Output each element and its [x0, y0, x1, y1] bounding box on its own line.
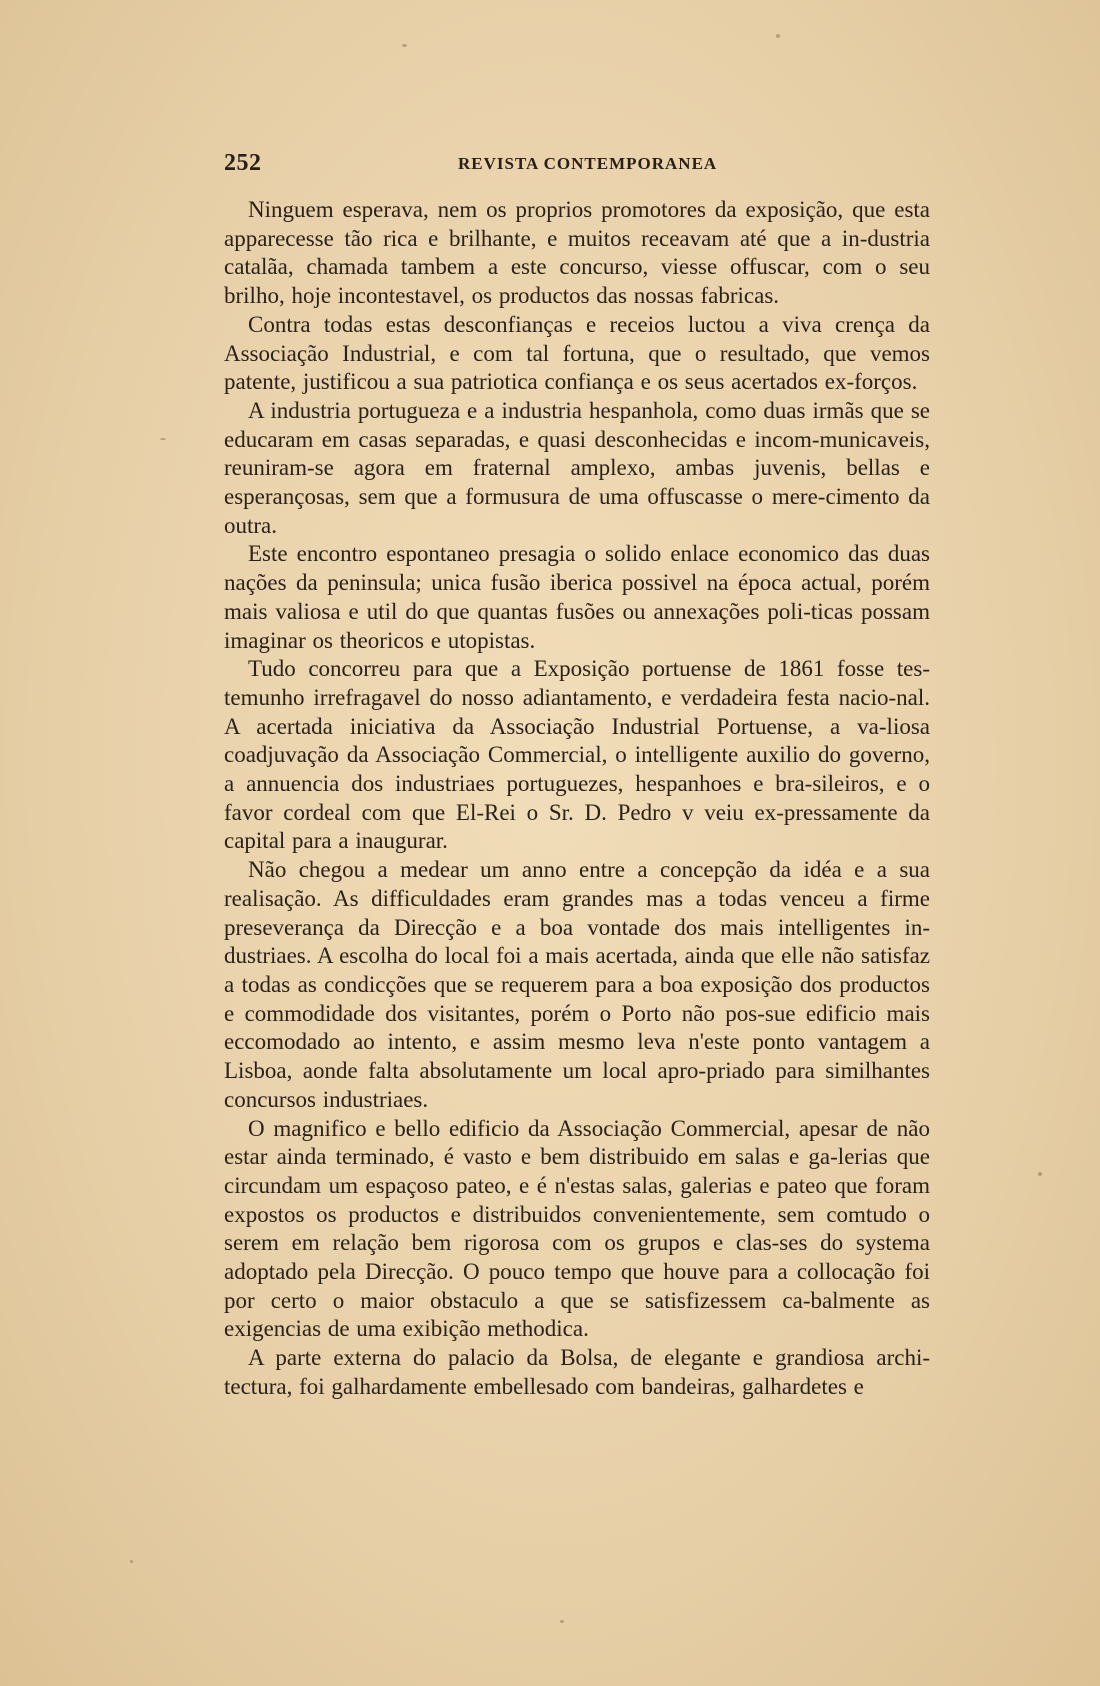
- paragraph-1: Ninguem esperava, nem os proprios promotores da exposição, que esta apparecesse tão rica e brilhante, e muitos receavam até que a in-dustria catalãa, chamada tambem a este concurso, viesse offuscar, com o seu brilho, hoje incontestavel, os productos das nossas fabricas.: [224, 197, 930, 309]
- paragraph-2: Contra todas estas desconfianças e receios luctou a viva crença da Associação Industrial, e com tal fortuna, que o resultado, que vemos patente, justificou a sua patriotica confiança e os seus acertados ex-forços.: [224, 311, 930, 395]
- paragraph-3: A industria portugueza e a industria hespanhola, como duas irmãs que se educaram em casas separadas, e quasi desconhecidas e incom-municaveis, reuniram-se agora em fraternal amplexo, ambas juvenis, bellas e esperançosas, sem que a formusura de uma offuscasse o mere-cimento da outra.: [224, 397, 930, 538]
- paragraph-7: O magnifico e bello edificio da Associação Commercial, apesar de não estar ainda terminado, é vasto e bem distribuido em salas e ga-lerias que circundam um espaçoso pateo, e é n'estas salas, galerias e pateo que foram expostos os productos e distribuidos convenientemente, sem comtudo o serem em relação bem rigorosa com os grupos e clas-ses do systema adoptado pela Direcção. O pouco tempo que houve para a collocação foi por certo o maior obstaculo a que se satisfizessem ca-balmente as exigencias de uma exibição methodica.: [224, 1115, 930, 1342]
- page-header: [224, 150, 930, 180]
- paper-speck: [1038, 1172, 1042, 1176]
- paper-speck: [130, 1560, 133, 1563]
- paper-speck: [776, 34, 780, 38]
- paper-speck: [402, 44, 407, 47]
- running-head: REVISTA CONTEMPORANEA: [458, 154, 718, 173]
- paper-speck: [560, 1620, 564, 1623]
- page-number: 252: [224, 150, 262, 176]
- body-text: [224, 196, 930, 1402]
- paragraph-6: Não chegou a medear um anno entre a concepção da idéa e a sua realisação. As difficuldades eram grandes mas a todas venceu a firme preseverança da Direcção e a boa vontade dos mais intelligentes in-dustriaes. A escolha do local foi a mais acertada, ainda que elle não satisfaz a todas as condicções que se requerem para a boa exposição dos productos e commodidade dos visitantes, porém o Porto não pos-sue edificio mais eccomodado ao intento, e assim mesmo leva n'este ponto vantagem a Lisboa, aonde falta absolutamente um local apro-priado para similhantes concursos industriaes.: [224, 857, 930, 1112]
- paper-speck: [160, 438, 166, 440]
- paragraph-4: Este encontro espontaneo presagia o solido enlace economico das duas nações da peninsula; unica fusão iberica possivel na época actual, porém mais valiosa e util do que quantas fusões ou annexações poli-ticas possam imaginar os theoricos e utopistas.: [224, 541, 930, 653]
- paragraph-5: Tudo concorreu para que a Exposição portuense de 1861 fosse tes-temunho irrefragavel do nosso adiantamento, e verdadeira festa nacio-nal. A acertada iniciativa da Associação Industrial Portuense, a va-liosa coadjuvação da Associação Commercial, o intelligente auxilio do governo, a annuencia dos industriaes portuguezes, hespanhoes e bra-sileiros, e o favor cordeal com que El-Rei o Sr. D. Pedro v veiu ex-pressamente da capital para a inaugurar.: [224, 656, 930, 854]
- paragraph-8: A parte externa do palacio da Bolsa, de elegante e grandiosa archi-tectura, foi galhardamente embellesado com bandeiras, galhardetes e: [224, 1345, 930, 1399]
